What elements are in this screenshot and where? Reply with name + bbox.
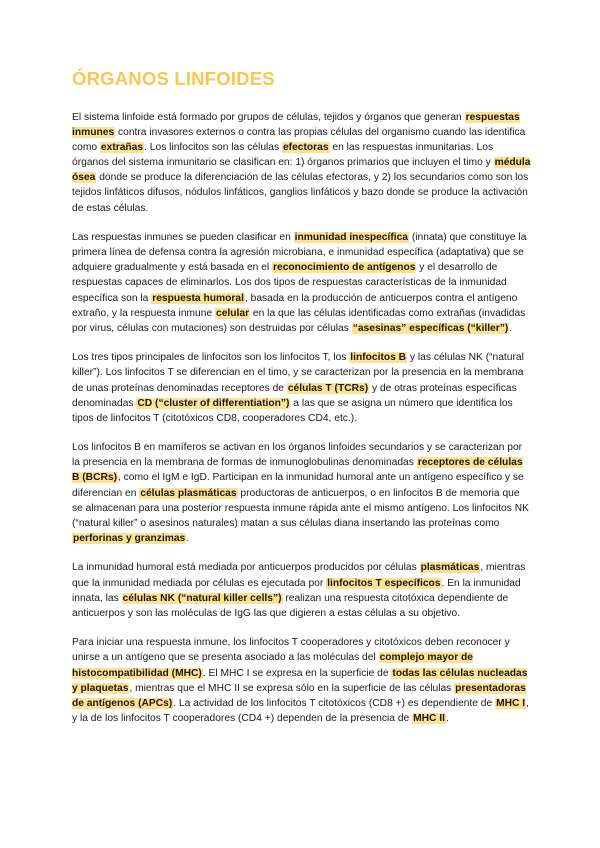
highlighted-term: todas las células nucleadas y plaquetas <box>72 667 528 694</box>
text-run: Las respuestas inmunes se pueden clasificar en <box>72 232 294 244</box>
text-run: (innata) que constituye la primera línea de defensa contra la agresión microbiana, e inmunidad específica (adaptativa) que se adquiere gradualmente y está basada en el <box>72 232 527 274</box>
text-run: . En la inmunidad innata, las <box>72 577 521 604</box>
text-run: productoras de anticuerpos, o en linfocitos B de memoria que se almacenan para una posterior respuesta inmune rápida ante el mismo antígeno. Los linfocitos NK (“natural killer” o asesinos naturales) matan a sus células diana insertando las proteínas como <box>72 487 529 529</box>
highlighted-term: MHC I <box>496 697 526 709</box>
text-run: . <box>445 712 449 724</box>
text-run: . Los linfocitos son las células <box>144 142 282 154</box>
text-run: , basada en la producción de anticuerpos contra el antígeno extraño, y la respuesta inmune <box>72 292 518 319</box>
text-run: , y la de los linfocitos T cooperadores (CD4 +) dependen de la presencia de <box>72 697 529 724</box>
highlighted-term: inmunidad inespecífica <box>294 232 409 244</box>
paragraph-4 <box>72 440 532 546</box>
text-run: . El MHC I se expresa en la superficie de <box>202 667 392 679</box>
paragraph-6 <box>72 635 532 726</box>
text-run: , mientras que el MHC II se expresa sólo en la superficie de las células <box>129 682 455 694</box>
text-run: Para iniciar una respuesta inmune, los linfocitos T cooperadores y citotóxicos deben reconocer y unirse a un antígeno que se presenta asociado a las moléculas del <box>72 637 510 664</box>
document-body <box>72 110 532 740</box>
paragraph-2 <box>72 230 532 336</box>
text-run: realizan una respuesta citotóxica dependiente de anticuerpos y son las moléculas de IgG las que digieren a estas células a su objetivo. <box>72 592 509 619</box>
text-run: en la que las células identificadas como extrañas (invadidas por virus, células con mutaciones) son destruidas por células <box>72 307 526 334</box>
text-run: y las células NK (“natural killer”). Los linfocitos T se diferencian en el timo, y se caracterizan por la presencia en la membrana de unas proteínas denominadas receptores de <box>72 352 524 394</box>
highlighted-term: médula ósea <box>72 157 531 184</box>
highlighted-term: linfocitos T específicos <box>327 577 441 589</box>
text-run: contra invasores externos o contra las propias células del organismo cuando las identifica como <box>72 127 526 154</box>
text-run: . <box>509 322 513 334</box>
highlighted-term: “asesinas” específicas (“killer”) <box>352 322 509 334</box>
document-title: ÓRGANOS LINFOIDES <box>72 68 275 89</box>
highlighted-term: MHC II <box>413 712 445 724</box>
highlighted-term: presentadoras de antígenos (APCs) <box>72 682 526 709</box>
highlighted-term: células plasmáticas <box>140 487 237 499</box>
highlighted-term: efectoras <box>282 142 329 154</box>
text-run: y el desarrollo de respuestas capaces de eliminarlos. Los dos tipos de respuestas características de la inmunidad específica son la <box>72 262 507 304</box>
text-run: donde se produce la diferenciación de las células efectoras, y 2) los secundarios como son los tejidos linfáticos difusos, nódulos linfáticos, ganglios linfáticos y bazo donde se produce la activación de estas células. <box>72 172 529 214</box>
highlighted-term: reconocimiento de antígenos <box>273 262 416 274</box>
highlighted-term: linfocitos B <box>350 352 407 364</box>
highlighted-term: receptores de células B (BCRs) <box>72 457 523 484</box>
highlighted-term: perforinas y granzimas <box>73 532 186 544</box>
text-run: La inmunidad humoral está mediada por anticuerpos producidos por células <box>72 562 420 574</box>
text-run: , mientras que la inmunidad mediada por células es ejecutada por <box>72 562 526 589</box>
text-run: El sistema linfoide está formado por grupos de células, tejidos y órganos que generan <box>72 112 465 123</box>
highlighted-term: CD (“cluster of differentiation”) <box>137 397 290 409</box>
text-run: . <box>186 532 190 544</box>
highlighted-term: celular <box>216 307 250 319</box>
text-run: , como el IgM e IgD. Participan en la inmunidad humoral ante un antígeno específico y se diferencian en <box>72 472 524 499</box>
text-run: . La actividad de los linfocitos T citotóxicos (CD8 +) es dependiente de <box>173 697 496 709</box>
highlighted-term: células NK (“natural killer cells”) <box>122 592 282 604</box>
highlighted-term: células T (TCRs) <box>287 382 369 394</box>
text-run: y de otras proteínas específicas denominadas <box>72 382 517 409</box>
highlighted-term: respuestas inmunes <box>72 112 520 139</box>
highlighted-term: plasmáticas <box>420 562 480 574</box>
text-run: Los tres tipos principales de linfocitos son los linfocitos T, los <box>72 352 350 364</box>
paragraph-1 <box>72 110 532 216</box>
text-run: Los linfocitos B en mamíferos se activan en los órganos linfoides secundarios y se caracterizan por la presencia en la membrana de formas de inmunoglobulinas denominadas <box>72 442 523 469</box>
highlighted-term: respuesta humoral <box>152 292 244 304</box>
paragraph-3 <box>72 350 532 425</box>
text-run: a las que se asigna un número que identifica los tipos de linfocitos T (citotóxicos CD8, cooperadores CD4, etc.). <box>72 397 513 424</box>
highlighted-term: complejo mayor de histocompatibilidad (MHC) <box>72 652 473 679</box>
text-run: en las respuestas inmunitarias. Los órganos del sistema inmunitario se clasifican en: 1) órganos primarios que incluyen el timo y <box>72 142 494 169</box>
paragraph-5 <box>72 560 532 620</box>
highlighted-term: extrañas <box>100 142 144 154</box>
